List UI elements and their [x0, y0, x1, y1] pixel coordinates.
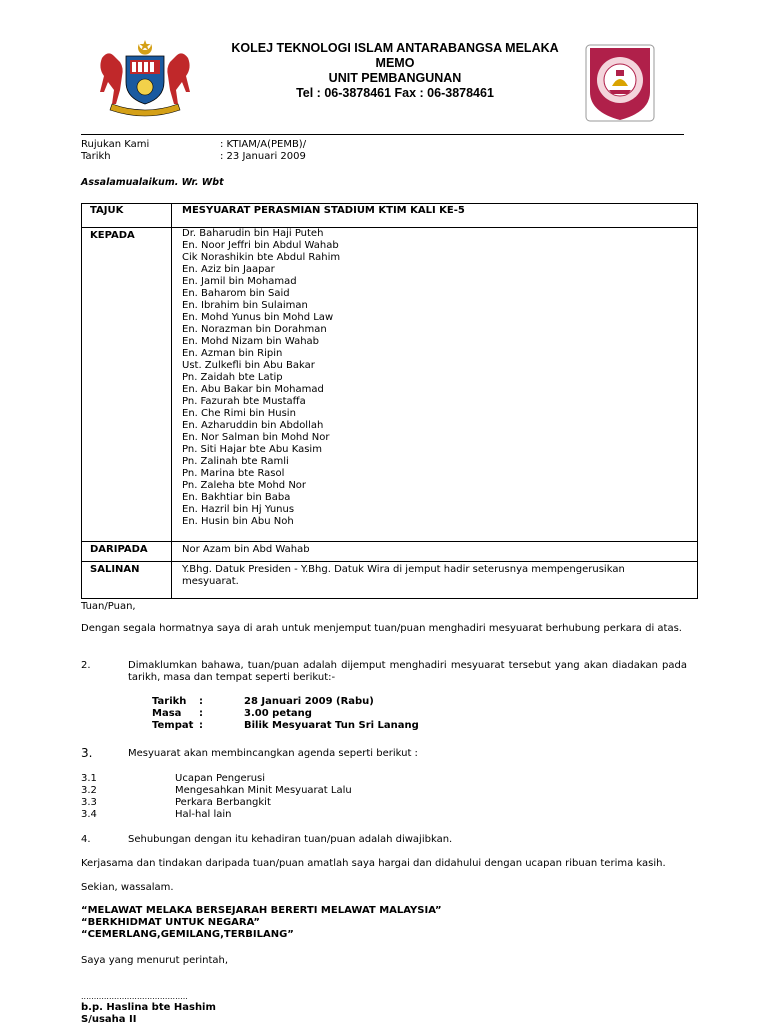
recipient-list: [182, 228, 340, 528]
recipient-name: En. Noor Jeffri bin Abdul Wahab: [182, 240, 339, 251]
greeting: Assalamualaikum. Wr. Wbt: [81, 177, 224, 188]
rujukan-label: Rujukan Kami: [81, 139, 150, 150]
salutation: Tuan/Puan,: [81, 601, 136, 612]
closing-thanks: Kerjasama dan tindakan daripada tuan/puan amatlah saya hargai dan didahului dengan ucapan ribuan terima kasih.: [81, 858, 666, 869]
recipient-name: Pn. Zalinah bte Ramli: [182, 456, 289, 467]
recipient-name: En. Norazman bin Dorahman: [182, 324, 327, 335]
recipient-name: En. Aziz bin Jaapar: [182, 264, 275, 275]
signatory-title: S/usaha II: [81, 1014, 137, 1025]
memo-header-table: [81, 203, 698, 599]
detail-label-masa: Masa: [152, 708, 182, 719]
paragraph-3-number: 3.: [81, 746, 93, 760]
college-name: KOLEJ TEKNOLOGI ISLAM ANTARABANGSA MELAKA: [231, 41, 559, 55]
header-divider: [81, 134, 684, 135]
recipient-name: En. Abu Bakar bin Mohamad: [182, 384, 324, 395]
salinan-value: Y.Bhg. Datuk Presiden - Y.Bhg. Datuk Wira di jemput hadir seterusnya mempengerusikan mesyuarat.: [182, 564, 625, 587]
memo-title: MEMO: [375, 56, 415, 70]
tajuk-value: MESYUARAT PERASMIAN STADIUM KTIM KALI KE-5: [182, 205, 465, 216]
agenda-number: 3.1: [81, 773, 97, 784]
recipient-name: En. Azharuddin bin Abdollah: [182, 420, 324, 431]
recipient-name: Pn. Zaidah bte Latip: [182, 372, 283, 383]
daripada-label: DARIPADA: [90, 544, 148, 555]
kepada-label: KEPADA: [90, 230, 135, 241]
recipient-name: En. Bakhtiar bin Baba: [182, 492, 291, 503]
slogan-1: “MELAWAT MELAKA BERSEJARAH BERERTI MELAWAT MALAYSIA”: [81, 905, 442, 916]
recipient-name: En. Jamil bin Mohamad: [182, 276, 297, 287]
recipient-name: En. Mohd Yunus bin Mohd Law: [182, 312, 334, 323]
tajuk-label: TAJUK: [90, 205, 124, 216]
contact-numbers: Tel : 06-3878461 Fax : 06-3878461: [296, 86, 494, 100]
paragraph-2-number: 2.: [81, 660, 91, 671]
tarikh-label: Tarikh: [81, 151, 111, 162]
recipient-name: En. Ibrahim bin Sulaiman: [182, 300, 308, 311]
detail-value-tempat: Bilik Mesyuarat Tun Sri Lanang: [244, 720, 419, 731]
melaka-crest-logo: [92, 38, 198, 118]
signatory-name: b.p. Haslina bte Hashim: [81, 1002, 216, 1013]
recipient-name: Cik Norashikin bte Abdul Rahim: [182, 252, 341, 263]
recipient-name: En. Baharom bin Said: [182, 288, 290, 299]
recipient-name: En. Che Rimi bin Husin: [182, 408, 296, 419]
recipient-name: En. Nor Salman bin Mohd Nor: [182, 432, 330, 443]
detail-value-tarikh: 28 Januari 2009 (Rabu): [244, 696, 374, 707]
detail-value-masa: 3.00 petang: [244, 708, 312, 719]
agenda-number: 3.3: [81, 797, 97, 808]
tarikh-value: : 23 Januari 2009: [220, 151, 306, 162]
daripada-value: Nor Azam bin Abd Wahab: [182, 544, 310, 555]
paragraph-3: Mesyuarat akan membincangkan agenda seperti berikut :: [128, 748, 418, 759]
detail-sep-tempat: :: [199, 720, 203, 731]
unit-name: UNIT PEMBANGUNAN: [328, 71, 462, 85]
paragraph-4: Sehubungan dengan itu kehadiran tuan/puan adalah diwajibkan.: [128, 834, 453, 845]
detail-sep-tarikh: :: [199, 696, 203, 707]
kepada-label-cell: [81, 227, 172, 542]
paragraph-1: Dengan segala hormatnya saya di arah untuk menjemput tuan/puan menghadiri mesyuarat berhubung perkara di atas.: [81, 623, 682, 634]
agenda-number: 3.2: [81, 785, 97, 796]
sign-intro: Saya yang menurut perintah,: [81, 955, 229, 966]
detail-label-tarikh: Tarikh: [152, 696, 187, 707]
slogan-3: “CEMERLANG,GEMILANG,TERBILANG”: [81, 929, 294, 940]
rujukan-value: : KTIAM/A(PEMB)/: [220, 139, 307, 150]
detail-label-tempat: Tempat: [152, 720, 194, 731]
signature-line: ..........................................: [81, 992, 188, 1001]
recipient-name: Pn. Zaleha bte Mohd Nor: [182, 480, 307, 491]
salinan-label: SALINAN: [90, 564, 140, 575]
recipient-name: En. Husin bin Abu Noh: [182, 516, 294, 527]
recipient-name: Pn. Siti Hajar bte Abu Kasim: [182, 444, 322, 455]
ktiam-emblem-logo: [585, 44, 655, 122]
recipient-name: En. Azman bin Ripin: [182, 348, 283, 359]
recipient-name: En. Mohd Nizam bin Wahab: [182, 336, 320, 347]
detail-sep-masa: :: [199, 708, 203, 719]
agenda-item: Hal-hal lain: [175, 809, 232, 820]
recipient-name: En. Hazril bin Hj Yunus: [182, 504, 295, 515]
recipient-name: Pn. Fazurah bte Mustaffa: [182, 396, 306, 407]
agenda-number: 3.4: [81, 809, 97, 820]
recipient-name: Dr. Baharudin bin Haji Puteh: [182, 228, 324, 239]
paragraph-2: Dimaklumkan bahawa, tuan/puan adalah dijemput menghadiri mesyuarat tersebut yang akan diadakan pada tarikh, masa dan tempat seperti berikut:-: [128, 660, 687, 683]
closing-wassalam: Sekian, wassalam.: [81, 882, 174, 893]
agenda-item: Ucapan Pengerusi: [175, 773, 266, 784]
slogan-2: “BERKHIDMAT UNTUK NEGARA”: [81, 917, 260, 928]
agenda-item: Perkara Berbangkit: [175, 797, 271, 808]
recipient-name: Pn. Marina bte Rasol: [182, 468, 285, 479]
agenda-item: Mengesahkan Minit Mesyuarat Lalu: [175, 785, 352, 796]
recipient-name: Ust. Zulkefli bin Abu Bakar: [182, 360, 315, 371]
paragraph-4-number: 4.: [81, 834, 91, 845]
